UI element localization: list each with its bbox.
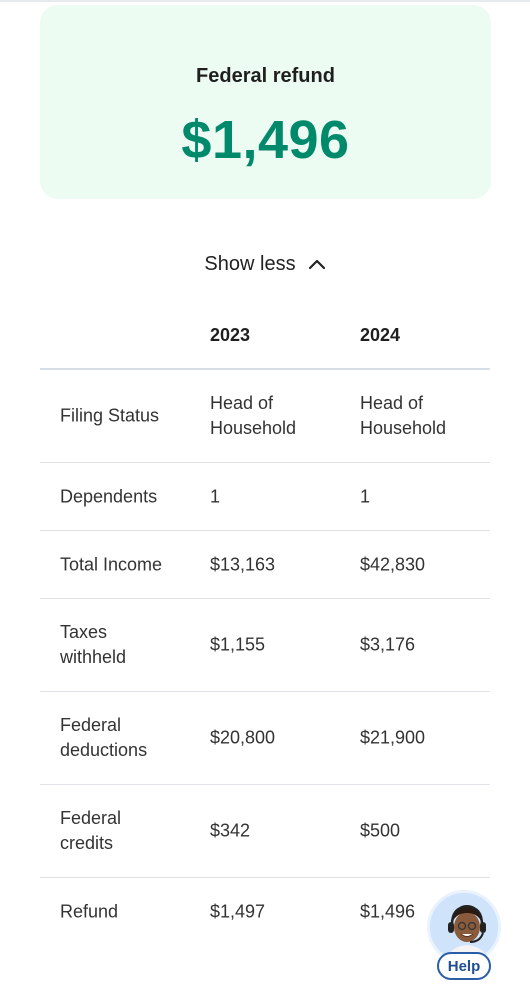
table-row-federal-deductions	[40, 692, 490, 785]
row-label: Taxes withheld	[60, 622, 127, 667]
value-2023: $342	[210, 820, 251, 841]
row-label: Refund	[60, 901, 119, 922]
value-2023: $1,155	[210, 634, 266, 655]
help-button[interactable]	[426, 890, 502, 982]
value-2023: 1	[210, 486, 221, 506]
value-2024: $42,830	[360, 554, 426, 574]
table-row-filing-status	[40, 370, 490, 463]
row-label: Total Income	[60, 554, 163, 574]
value-2024: 1	[360, 486, 371, 506]
table-row-refund	[40, 878, 490, 946]
value-2023: $1,497	[210, 901, 266, 922]
value-2024: $21,900	[360, 727, 426, 748]
table-row-dependents	[40, 463, 490, 531]
value-2023: Head of Household	[210, 393, 297, 438]
show-less-toggle[interactable]	[0, 253, 530, 276]
value-2024: $3,176	[360, 634, 416, 655]
value-2024: Head of Household	[360, 393, 447, 438]
comparison-table	[40, 300, 490, 946]
table-row-federal-credits	[40, 785, 490, 878]
header-2023: 2023	[210, 325, 251, 345]
value-2023: $13,163	[210, 554, 276, 574]
value-2023: $20,800	[210, 727, 276, 748]
value-2024: $500	[360, 820, 401, 841]
value-2024: $1,496	[360, 901, 416, 922]
show-less-label: Show less	[204, 253, 296, 275]
top-divider	[0, 0, 530, 2]
header-2024: 2024	[360, 325, 401, 345]
row-label: Federal deductions	[60, 715, 148, 760]
row-label: Federal credits	[60, 808, 122, 853]
chevron-up-icon	[308, 256, 326, 274]
help-label: Help	[437, 952, 491, 980]
refund-amount: $1,496	[181, 110, 350, 170]
table-row-taxes-withheld	[40, 599, 490, 692]
federal-refund-card	[40, 5, 491, 199]
table-header	[40, 300, 490, 370]
refund-title: Federal refund	[196, 65, 335, 87]
row-label: Filing Status	[60, 405, 160, 426]
row-label: Dependents	[60, 486, 158, 506]
table-row-total-income	[40, 531, 490, 599]
